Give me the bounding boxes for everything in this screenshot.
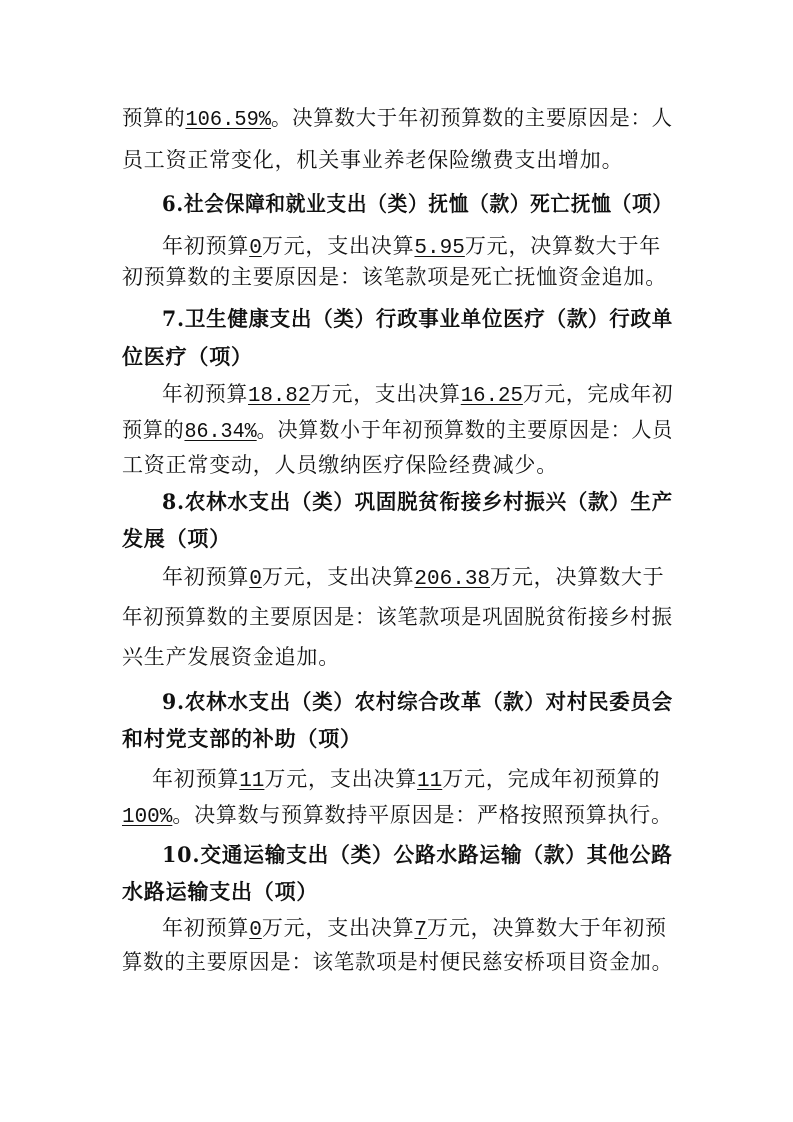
text-line: 初预算数的主要原因是：该笔款项是死亡抚恤资金追加。 (122, 265, 667, 289)
underlined-value: 0 (249, 237, 262, 260)
text-run: 万元，支出决算 (261, 234, 415, 258)
text-line: 工资正常变动，人员缴纳医疗保险经费减少。 (122, 453, 558, 477)
section-heading: 位医疗（项） (122, 344, 253, 369)
underlined-value: 100% (122, 806, 173, 829)
text-run: 。决算数与预算数持平原因是：严格按照预算执行。 (172, 803, 673, 827)
text-line (162, 914, 667, 945)
underlined-value: 0 (249, 568, 262, 591)
text-line (162, 232, 661, 263)
text-run: 年初预算 (162, 382, 249, 406)
text-line (162, 380, 673, 411)
text-line: 兴生产发展资金追加。 (122, 645, 340, 669)
text-run: 年初预算 (162, 565, 250, 589)
text-line: 算数的主要原因是：该笔款项是村便民慈安桥项目资金加。 (122, 950, 673, 974)
underlined-value: 86.34% (184, 421, 257, 444)
section-heading: 7.卫生健康支出（类）行政事业单位医疗（款）行政单 (162, 306, 673, 331)
text-line: 员工资正常变化，机关事业养老保险缴费支出增加。 (122, 148, 624, 172)
text-run: 万元，支出决算 (261, 565, 415, 589)
section-heading: 8.农林水支出（类）巩固脱贫衔接乡村振兴（款）生产 (162, 489, 673, 514)
underlined-value: 206.38 (414, 568, 491, 591)
underlined-value: 16.25 (460, 385, 523, 408)
section-heading: 和村党支部的补助（项） (122, 726, 362, 751)
text-run: 万元，支出决算 (264, 767, 418, 791)
text-run: 万元，完成年初预算的 (442, 767, 661, 791)
section-heading: 6.社会保障和就业支出（类）抚恤（款）死亡抚恤（项） (162, 191, 673, 216)
text-line (122, 801, 673, 832)
text-run: 万元，支出决算 (261, 916, 415, 940)
text-run: 万元，决算数大于 (490, 565, 665, 589)
underlined-value: 106.59% (185, 109, 272, 132)
section-heading: 水路运输支出（项） (122, 879, 319, 904)
text-line (122, 104, 673, 135)
underlined-value: 11 (239, 770, 265, 793)
text-line: 年初预算数的主要原因是：该笔款项是巩固脱贫衔接乡村振 (122, 605, 673, 629)
text-run: 预算的 (122, 106, 186, 130)
section-heading: 发展（项） (122, 526, 231, 551)
text-run: 。决算数大于年初预算数的主要原因是：人 (271, 106, 673, 130)
text-run: 年初预算 (162, 916, 250, 940)
text-run: 万元，决算数大于年初预 (427, 916, 667, 940)
text-run: 万元，决算数大于年 (464, 234, 662, 258)
underlined-value: 7 (414, 919, 428, 942)
underlined-value: 11 (417, 770, 443, 793)
underlined-value: 18.82 (248, 385, 311, 408)
text-line (152, 765, 660, 796)
text-run: 万元，完成年初 (522, 382, 674, 406)
text-run: 预算的 (122, 418, 185, 442)
underlined-value: 5.95 (414, 237, 465, 260)
section-heading: 9.农林水支出（类）农村综合改革（款）对村民委员会 (162, 689, 673, 714)
section-heading: 10.交通运输支出（类）公路水路运输（款）其他公路 (162, 842, 673, 867)
text-run: 万元，支出决算 (310, 382, 461, 406)
text-run: 年初预算 (152, 767, 240, 791)
text-line (162, 563, 664, 594)
text-run: 。决算数小于年初预算数的主要原因是：人员 (256, 418, 674, 442)
text-run: 年初预算 (162, 234, 250, 258)
text-line (122, 416, 673, 447)
underlined-value: 0 (249, 919, 262, 942)
